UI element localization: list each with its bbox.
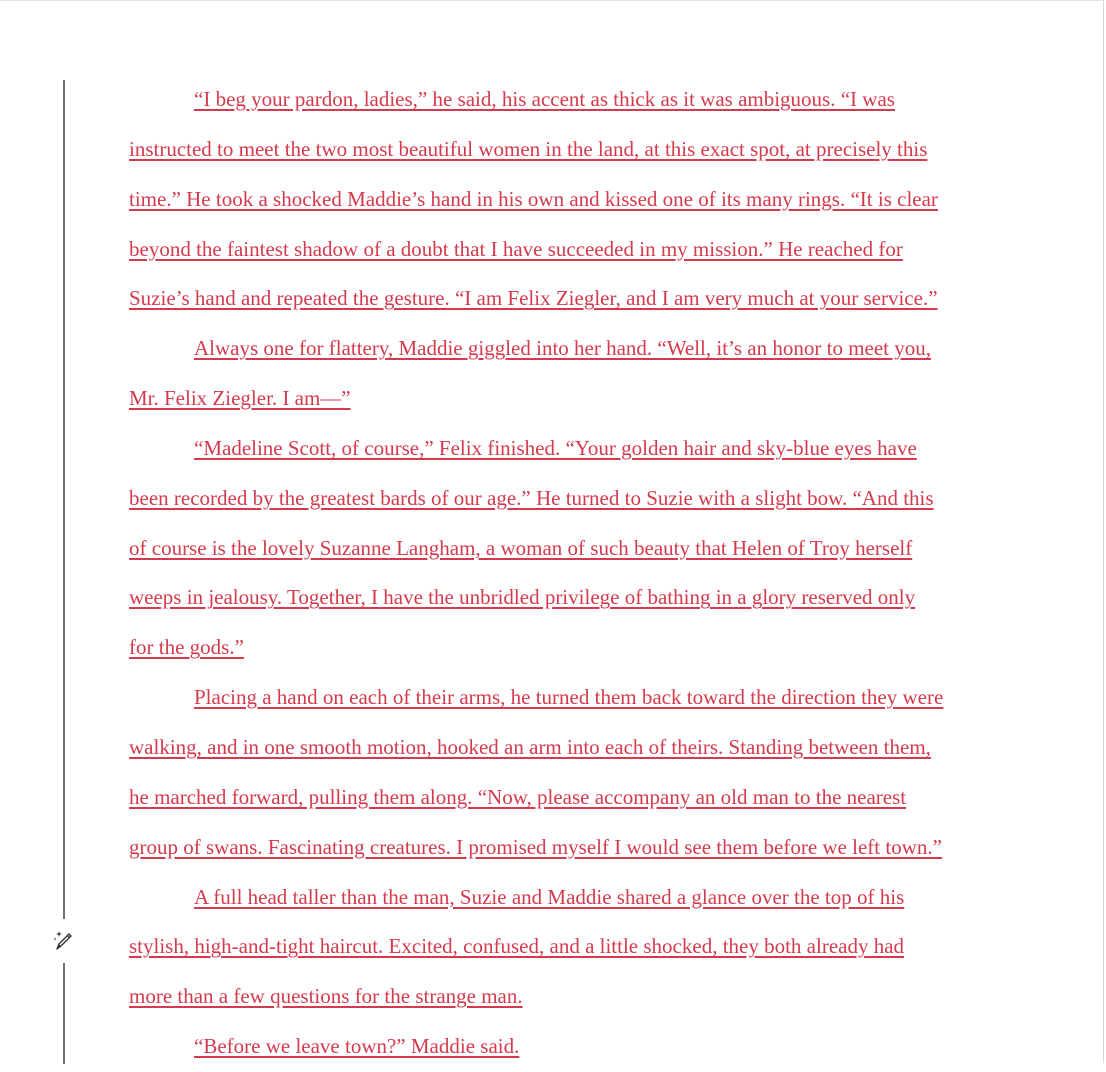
change-bar (63, 963, 65, 1064)
text-line: “Madeline Scott, of course,” Felix finished. “Your golden hair and sky-blue eyes have (194, 435, 917, 460)
text-line: instructed to meet the two most beautiful women in the land, at this exact spot, at precisely this (129, 136, 928, 161)
text-line: stylish, high-and-tight haircut. Excited, confused, and a little shocked, they both already had (129, 934, 905, 959)
text-line: Always one for flattery, Maddie giggled into her hand. “Well, it’s an honor to meet you, (194, 336, 932, 361)
change-bar (63, 80, 65, 919)
text-line: of course is the lovely Suzanne Langham, a woman of such beauty that Helen of Troy herself (129, 535, 913, 560)
text-line: “I beg your pardon, ladies,” he said, his accent as thick as it was ambiguous. “I was (194, 87, 895, 111)
text-line: “Before we leave town?” Maddie said. (194, 1034, 520, 1059)
text-line: weeps in jealousy. Together, I have the unbridled privilege of bathing in a glory reserved only (129, 585, 916, 610)
text-line: been recorded by the greatest bards of our age.” He turned to Suzie with a slight bow. “And this (129, 485, 934, 510)
tracked-insertion-paragraph[interactable] (129, 673, 979, 872)
text-line: for the gods.” (129, 635, 244, 660)
text-line: Placing a hand on each of their arms, he turned them back toward the direction they were (194, 685, 944, 710)
text-line: walking, and in one smooth motion, hooked an arm into each of theirs. Standing between them, (129, 734, 931, 759)
tracked-insertion-paragraph[interactable] (129, 424, 979, 673)
magic-pen-icon[interactable] (52, 929, 76, 953)
tracked-insertion-paragraph[interactable] (129, 75, 979, 324)
magic-pen-icon-graphic (52, 929, 76, 953)
text-line: he marched forward, pulling them along. “Now, please accompany an old man to the nearest (129, 784, 907, 809)
text-line: time.” He took a shocked Maddie’s hand in his own and kissed one of its many rings. “It is clear (129, 186, 938, 211)
tracked-insertion-paragraph[interactable] (129, 324, 979, 424)
text-line: group of swans. Fascinating creatures. I promised myself I would see them before we left town.” (129, 834, 942, 859)
tracked-insertion-paragraph[interactable] (129, 873, 979, 1023)
document-body[interactable] (129, 75, 979, 1072)
text-line: beyond the faintest shadow of a doubt that I have succeeded in my mission.” He reached for (129, 236, 903, 261)
text-line: A full head taller than the man, Suzie and Maddie shared a glance over the top of his (194, 884, 905, 909)
text-line: Suzie’s hand and repeated the gesture. “I am Felix Ziegler, and I am very much at your service.” (129, 286, 938, 311)
tracked-insertion-paragraph[interactable] (129, 1022, 979, 1072)
text-line: more than a few questions for the strange man. (129, 984, 523, 1009)
text-line: Mr. Felix Ziegler. I am—” (129, 386, 351, 411)
